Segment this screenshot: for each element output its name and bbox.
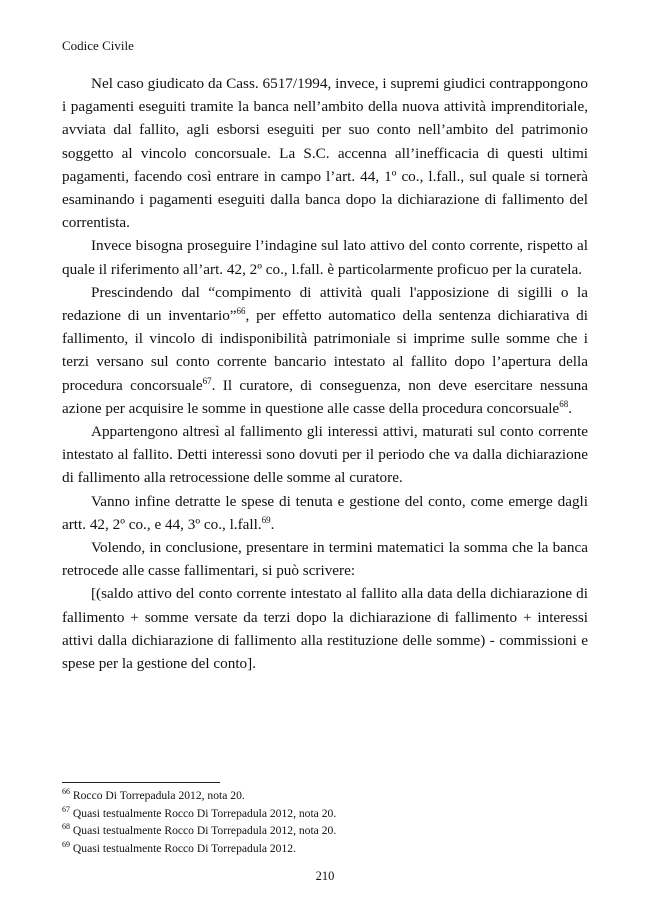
paragraph-text-segment: . (270, 515, 275, 533)
footnote-ref-69: 69 (261, 514, 271, 525)
footnote-ref-66: 66 (236, 305, 246, 316)
paragraph-interessi-attivi: Appartengono altresì al fallimento gli interessi attivi, maturati sul conto corrente intestato al fallito. Detti interessi sono dovuti per il periodo che va dalla dichiarazione di fallimento alla retrocessione delle somme al curatore. (62, 423, 588, 487)
paragraph-text-segment: Prescindendo dal “compimento di attività quali l'apposizione di sigilli o la redazione di un inventario” (62, 283, 588, 325)
footnote-text: Rocco Di Torrepadula 2012, nota 20. (72, 789, 245, 802)
footnote-text: Quasi testualmente Rocco Di Torrepadula 2012, nota 20. (72, 806, 337, 820)
page-number: 210 (315, 869, 335, 883)
footnote-ref-67: 67 (202, 375, 212, 386)
paragraph-lato-attivo: Invece bisogna proseguire l’indagine sul lato attivo del conto corrente, rispetto al quale il riferimento all’art. 42, 2º co., l.fall. è particolarmente proficuo per la curatela. (62, 237, 588, 278)
footnote-69 (62, 840, 588, 858)
paragraph-formula: [(saldo attivo del conto corrente intestato al fallito alla data della dichiarazione di fallimento + somme versate da terzi dopo la dichiarazione di fallimento + interessi attivi dalla dichiarazione di fallimento alla restituzione delle somme) - commissioni e spese per la gestione del conto]. (62, 585, 588, 673)
paragraph-text-segment: . (568, 399, 572, 417)
paragraph-text-segment: , per effetto automatico della sentenza dichiarativa di fallimento, il vincolo di indisponibilità patrimoniale si imprime sulle somme che i terzi versano sul conto corrente bancario intestato al fallito dopo l’apertura della procedura concorsuale (62, 307, 588, 394)
paragraph-text-segment: . Il curatore, di conseguenza, non deve esercitare nessuna azione per acquisire le somme in questione alle casse della procedura concorsuale (62, 376, 588, 417)
footnote-text: Quasi testualmente Rocco Di Torrepadula 2012, nota 20. (72, 824, 337, 837)
paragraph-prescindendo (62, 281, 588, 420)
footnote-number: 68 (62, 822, 70, 832)
footnote-number: 69 (62, 839, 70, 849)
paragraph-conclusione: Volendo, in conclusione, presentare in termini matematici la somma che la banca retrocede alle casse fallimentari, si può scrivere: (62, 539, 588, 580)
paragraph-cass-6517: Nel caso giudicato da Cass. 6517/1994, invece, i supremi giudici contrappongono i pagamenti eseguiti tramite la banca nell’ambito della nuova attività imprenditoriale, avviata dal fallito, agli esborsi eseguiti per suo conto nell’ambito del patrimonio soggetto al vincolo concorsuale. La S.C. accenna all’inefficacia di questi ultimi pagamenti, facendo così entrare in campo l’art. 44, 1º co., l.fall., sul quale si tornerà esaminando i pagamenti eseguiti dalla banca dopo la dichiarazione di fallimento del correntista. (62, 75, 588, 232)
body-text (62, 72, 588, 675)
footnotes (62, 787, 588, 857)
footnote-text: Quasi testualmente Rocco Di Torrepadula 2012. (72, 841, 296, 855)
footnote-66 (62, 787, 588, 805)
paragraph-spese-tenuta (62, 490, 588, 536)
running-header: Codice Civile (62, 38, 134, 53)
paragraph-text-segment: Vanno infine detratte le spese di tenuta e gestione del conto, come emerge dagli artt. 42, 2º co., e 44, 3º co., l.fall. (62, 492, 588, 533)
footnote-68 (62, 822, 588, 840)
footnote-number: 66 (62, 787, 70, 797)
footnote-number: 67 (62, 804, 70, 814)
footnote-separator (62, 782, 220, 783)
footnote-67 (62, 805, 588, 823)
footnote-ref-68: 68 (559, 398, 569, 409)
